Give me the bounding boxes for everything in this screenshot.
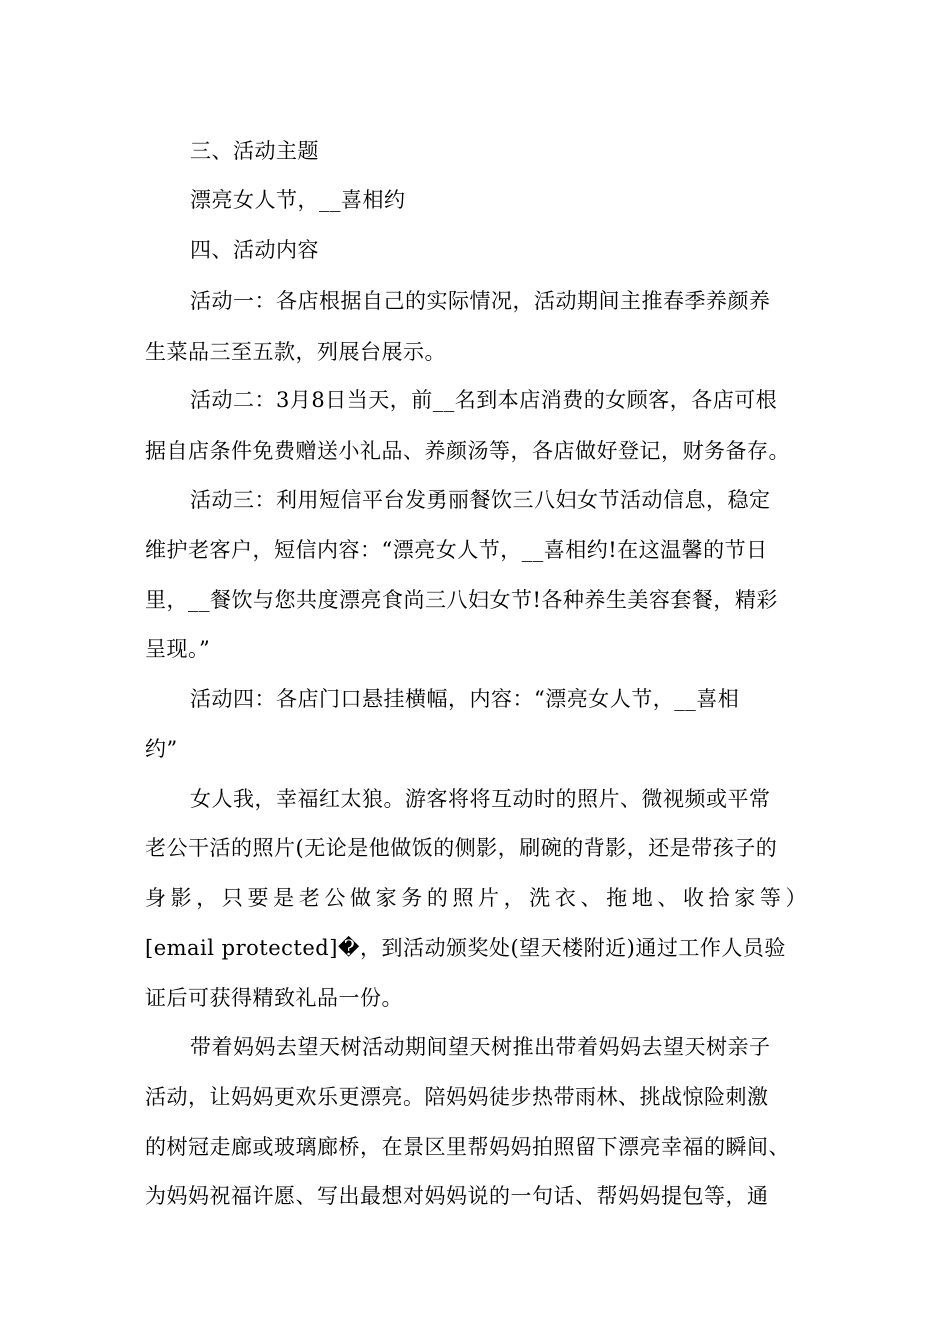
activity-three-line-2: 维护老客户，短信内容：“漂亮女人节，__喜相约!在这温馨的节日	[145, 538, 768, 562]
paragraph-happy-wife-line-2: 老公干活的照片(无论是他做饭的侧影，刷碗的背影，还是带孩子的	[145, 836, 778, 860]
activity-three-line-1: 活动三：利用短信平台发勇丽餐饮三八妇女节活动信息，稳定	[190, 488, 771, 512]
activity-three-line-3: 里，__餐饮与您共度漂亮食尚三八妇女节!各种养生美容套餐，精彩	[145, 588, 778, 612]
paragraph-mother-line-2: 活动，让妈妈更欢乐更漂亮。陪妈妈徒步热带雨林、挑战惊险刺激	[145, 1085, 769, 1109]
activity-two-line-2: 据自店条件免费赠送小礼品、养颜汤等，各店做好登记，财务备存。	[145, 439, 790, 463]
theme-text: 漂亮女人节，__喜相约	[190, 188, 406, 212]
activity-one-line-1: 活动一：各店根据自己的实际情况，活动期间主推春季养颜养	[190, 289, 771, 313]
heading-activity-content: 四、活动内容	[190, 238, 319, 262]
paragraph-happy-wife-line-5: 证后可获得精致礼品一份。	[145, 986, 403, 1010]
paragraph-happy-wife-line-3: 身影，只要是老公做家务的照片，洗衣、拖地、收拾家等）	[145, 886, 807, 910]
activity-three-line-4: 呈现。”	[145, 637, 211, 661]
paragraph-happy-wife-line-1: 女人我，幸福红太狼。游客将将互动时的照片、微视频或平常	[190, 787, 771, 811]
heading-activity-theme: 三、活动主题	[190, 139, 319, 163]
activity-two-line-1: 活动二：3月8日当天，前__名到本店消费的女顾客，各店可根	[190, 388, 778, 412]
activity-four-line-1: 活动四：各店门口悬挂横幅，内容：“漂亮女人节，__喜相	[190, 687, 740, 711]
paragraph-mother-line-4: 为妈妈祝福许愿、写出最想对妈妈说的一句话、帮妈妈提包等，通	[145, 1184, 769, 1208]
paragraph-mother-line-1: 带着妈妈去望天树活动期间望天树推出带着妈妈去望天树亲子	[190, 1035, 771, 1059]
paragraph-mother-line-3: 的树冠走廊或玻璃廊桥，在景区里帮妈妈拍照留下漂亮幸福的瞬间、	[145, 1135, 790, 1159]
activity-one-line-2: 生菜品三至五款，列展台展示。	[145, 340, 446, 364]
activity-four-line-2: 约”	[145, 737, 178, 761]
paragraph-happy-wife-line-4: [email protected]�，到活动颁奖处(望天楼附近)通过工作人员验	[145, 936, 786, 960]
